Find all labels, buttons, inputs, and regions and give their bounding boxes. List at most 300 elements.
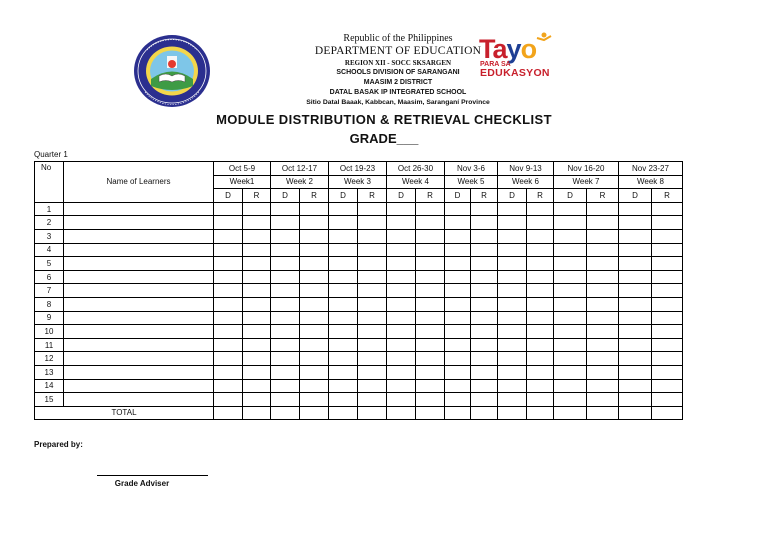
- learner-name-cell[interactable]: [64, 297, 214, 311]
- retrieved-cell[interactable]: [587, 297, 619, 311]
- retrieved-cell[interactable]: [243, 338, 271, 352]
- retrieved-cell[interactable]: [243, 325, 271, 339]
- distributed-cell[interactable]: [498, 352, 527, 366]
- retrieved-cell[interactable]: [243, 365, 271, 379]
- distributed-cell[interactable]: [498, 338, 527, 352]
- distributed-cell[interactable]: [387, 229, 416, 243]
- retrieved-cell[interactable]: [416, 379, 445, 393]
- retrieved-cell[interactable]: [300, 202, 329, 216]
- retrieved-cell[interactable]: [527, 284, 554, 298]
- retrieved-cell[interactable]: [416, 365, 445, 379]
- distributed-cell[interactable]: [445, 338, 471, 352]
- distributed-cell[interactable]: [329, 270, 358, 284]
- distributed-cell[interactable]: [498, 311, 527, 325]
- learner-name-cell[interactable]: [64, 270, 214, 284]
- distributed-cell[interactable]: [271, 325, 300, 339]
- distributed-cell[interactable]: [329, 243, 358, 257]
- retrieved-cell[interactable]: [587, 284, 619, 298]
- learner-name-cell[interactable]: [64, 284, 214, 298]
- retrieved-cell[interactable]: [652, 338, 683, 352]
- retrieved-cell[interactable]: [471, 352, 498, 366]
- distributed-cell[interactable]: [554, 393, 587, 407]
- row-number: 2: [35, 216, 64, 230]
- learner-name-cell[interactable]: [64, 338, 214, 352]
- distributed-cell[interactable]: [554, 379, 587, 393]
- distributed-cell[interactable]: [498, 229, 527, 243]
- retrieved-cell[interactable]: [358, 243, 387, 257]
- retrieved-cell[interactable]: [300, 270, 329, 284]
- retrieved-cell[interactable]: [243, 393, 271, 407]
- distributed-cell[interactable]: [214, 229, 243, 243]
- distributed-cell[interactable]: [387, 393, 416, 407]
- total-cell[interactable]: [471, 406, 498, 420]
- retrieved-cell[interactable]: [587, 311, 619, 325]
- retrieved-cell[interactable]: [652, 202, 683, 216]
- distributed-cell[interactable]: [329, 216, 358, 230]
- distributed-cell[interactable]: [554, 365, 587, 379]
- learner-name-cell[interactable]: [64, 257, 214, 271]
- distributed-cell[interactable]: [445, 325, 471, 339]
- retrieved-cell[interactable]: [416, 338, 445, 352]
- distributed-cell[interactable]: [271, 202, 300, 216]
- retrieved-cell[interactable]: [243, 270, 271, 284]
- retrieved-cell[interactable]: [358, 297, 387, 311]
- distributed-cell[interactable]: [498, 297, 527, 311]
- retrieved-cell[interactable]: [587, 257, 619, 271]
- distributed-cell[interactable]: [445, 311, 471, 325]
- retrieved-cell[interactable]: [358, 311, 387, 325]
- distributed-cell[interactable]: [554, 257, 587, 271]
- total-cell[interactable]: [271, 406, 300, 420]
- retrieved-cell[interactable]: [652, 229, 683, 243]
- retrieved-cell[interactable]: [300, 243, 329, 257]
- retrieved-cell[interactable]: [243, 202, 271, 216]
- retrieved-cell[interactable]: [587, 202, 619, 216]
- retrieved-cell[interactable]: [471, 243, 498, 257]
- retrieved-cell[interactable]: [587, 216, 619, 230]
- retrieved-cell[interactable]: [527, 365, 554, 379]
- distributed-cell[interactable]: [445, 379, 471, 393]
- distributed-cell[interactable]: [619, 365, 652, 379]
- learner-name-cell[interactable]: [64, 229, 214, 243]
- distributed-cell[interactable]: [498, 365, 527, 379]
- learner-name-cell[interactable]: [64, 216, 214, 230]
- quarter-label: Quarter 1: [34, 150, 68, 159]
- learner-name-cell[interactable]: [64, 379, 214, 393]
- retrieved-cell[interactable]: [652, 352, 683, 366]
- retrieved-cell[interactable]: [471, 202, 498, 216]
- total-cell[interactable]: [329, 406, 358, 420]
- distributed-cell[interactable]: [387, 352, 416, 366]
- distributed-cell[interactable]: [619, 297, 652, 311]
- distributed-cell[interactable]: [498, 393, 527, 407]
- retrieved-cell[interactable]: [300, 379, 329, 393]
- retrieved-cell[interactable]: [471, 216, 498, 230]
- retrieved-cell[interactable]: [243, 352, 271, 366]
- distributed-cell[interactable]: [445, 284, 471, 298]
- distributed-cell[interactable]: [619, 284, 652, 298]
- distributed-cell[interactable]: [214, 297, 243, 311]
- distributed-cell[interactable]: [329, 229, 358, 243]
- distributed-cell[interactable]: [445, 352, 471, 366]
- learner-name-cell[interactable]: [64, 393, 214, 407]
- distributed-cell[interactable]: [271, 311, 300, 325]
- retrieved-cell[interactable]: [416, 311, 445, 325]
- distributed-cell[interactable]: [329, 297, 358, 311]
- distributed-cell[interactable]: [387, 202, 416, 216]
- retrieved-cell[interactable]: [416, 393, 445, 407]
- distributed-header: D: [619, 189, 652, 203]
- retrieved-cell[interactable]: [471, 311, 498, 325]
- distributed-cell[interactable]: [271, 338, 300, 352]
- retrieved-cell[interactable]: [587, 379, 619, 393]
- retrieved-cell[interactable]: [652, 311, 683, 325]
- distributed-cell[interactable]: [445, 393, 471, 407]
- distributed-cell[interactable]: [387, 365, 416, 379]
- distributed-cell[interactable]: [554, 338, 587, 352]
- total-cell[interactable]: [445, 406, 471, 420]
- distributed-cell[interactable]: [271, 229, 300, 243]
- retrieved-cell[interactable]: [416, 352, 445, 366]
- week-label-header: Week 5: [445, 175, 498, 189]
- retrieved-cell[interactable]: [587, 352, 619, 366]
- distributed-cell[interactable]: [445, 216, 471, 230]
- retrieved-cell[interactable]: [358, 365, 387, 379]
- distributed-cell[interactable]: [214, 365, 243, 379]
- distributed-cell[interactable]: [445, 243, 471, 257]
- retrieved-cell[interactable]: [358, 379, 387, 393]
- distributed-cell[interactable]: [271, 365, 300, 379]
- retrieved-cell[interactable]: [527, 311, 554, 325]
- retrieved-cell[interactable]: [652, 284, 683, 298]
- distributed-cell[interactable]: [271, 257, 300, 271]
- distributed-header: D: [329, 189, 358, 203]
- retrieved-cell[interactable]: [652, 270, 683, 284]
- learner-name-cell[interactable]: [64, 325, 214, 339]
- retrieved-cell[interactable]: [416, 229, 445, 243]
- learner-name-cell[interactable]: [64, 365, 214, 379]
- learner-name-cell[interactable]: [64, 352, 214, 366]
- learner-row: [35, 311, 683, 325]
- retrieved-cell[interactable]: [652, 393, 683, 407]
- distributed-cell[interactable]: [329, 338, 358, 352]
- retrieved-cell[interactable]: [416, 325, 445, 339]
- distributed-cell[interactable]: [214, 311, 243, 325]
- retrieved-cell[interactable]: [587, 270, 619, 284]
- distributed-cell[interactable]: [619, 202, 652, 216]
- retrieved-cell[interactable]: [358, 352, 387, 366]
- retrieved-cell[interactable]: [358, 325, 387, 339]
- total-cell[interactable]: [554, 406, 587, 420]
- total-cell[interactable]: [619, 406, 652, 420]
- total-cell[interactable]: [387, 406, 416, 420]
- grade-field: GRADE___: [349, 131, 419, 146]
- region-text: REGION XII - SOCC SKSARGEN: [344, 59, 452, 67]
- retrieved-cell[interactable]: [300, 297, 329, 311]
- distributed-cell[interactable]: [554, 229, 587, 243]
- retrieved-cell[interactable]: [587, 325, 619, 339]
- document-title: MODULE DISTRIBUTION & RETRIEVAL CHECKLIST: [216, 112, 552, 127]
- row-number: 3: [35, 229, 64, 243]
- retrieved-cell[interactable]: [358, 229, 387, 243]
- distributed-cell[interactable]: [214, 325, 243, 339]
- retrieved-cell[interactable]: [527, 297, 554, 311]
- retrieved-cell[interactable]: [471, 229, 498, 243]
- retrieved-cell[interactable]: [416, 297, 445, 311]
- distributed-cell[interactable]: [498, 257, 527, 271]
- total-cell[interactable]: [358, 406, 387, 420]
- retrieved-cell[interactable]: [243, 297, 271, 311]
- total-cell[interactable]: [243, 406, 271, 420]
- total-cell[interactable]: [587, 406, 619, 420]
- distributed-cell[interactable]: [554, 311, 587, 325]
- retrieved-cell[interactable]: [652, 365, 683, 379]
- retrieved-cell[interactable]: [652, 216, 683, 230]
- retrieved-cell[interactable]: [358, 338, 387, 352]
- retrieved-cell[interactable]: [527, 243, 554, 257]
- retrieved-cell[interactable]: [652, 243, 683, 257]
- distributed-cell[interactable]: [214, 270, 243, 284]
- total-cell[interactable]: [214, 406, 243, 420]
- retrieved-cell[interactable]: [416, 270, 445, 284]
- distributed-cell[interactable]: [445, 270, 471, 284]
- distributed-cell[interactable]: [498, 243, 527, 257]
- retrieved-cell[interactable]: [300, 229, 329, 243]
- retrieved-cell[interactable]: [587, 365, 619, 379]
- total-cell[interactable]: [416, 406, 445, 420]
- retrieved-cell[interactable]: [243, 311, 271, 325]
- retrieved-cell[interactable]: [471, 365, 498, 379]
- distributed-cell[interactable]: [619, 379, 652, 393]
- distributed-cell[interactable]: [271, 243, 300, 257]
- retrieved-cell[interactable]: [300, 338, 329, 352]
- distributed-cell[interactable]: [387, 270, 416, 284]
- retrieved-cell[interactable]: [587, 393, 619, 407]
- total-cell[interactable]: [652, 406, 683, 420]
- distributed-cell[interactable]: [554, 325, 587, 339]
- distributed-cell[interactable]: [329, 202, 358, 216]
- retrieved-cell[interactable]: [416, 216, 445, 230]
- distributed-cell[interactable]: [271, 270, 300, 284]
- distributed-cell[interactable]: [214, 257, 243, 271]
- retrieved-cell[interactable]: [358, 393, 387, 407]
- distributed-cell[interactable]: [271, 379, 300, 393]
- distributed-cell[interactable]: [619, 229, 652, 243]
- week-date-header: Nov 9-13: [498, 162, 554, 176]
- retrieved-cell[interactable]: [527, 270, 554, 284]
- no-header: No: [35, 162, 64, 176]
- retrieved-header: R: [243, 189, 271, 203]
- distributed-cell[interactable]: [329, 257, 358, 271]
- learner-name-cell[interactable]: [64, 311, 214, 325]
- distributed-cell[interactable]: [387, 379, 416, 393]
- retrieved-cell[interactable]: [652, 257, 683, 271]
- distributed-cell[interactable]: [554, 216, 587, 230]
- total-cell[interactable]: [498, 406, 527, 420]
- checklist-table: [34, 161, 683, 420]
- learner-name-cell[interactable]: [64, 243, 214, 257]
- retrieved-cell[interactable]: [471, 297, 498, 311]
- retrieved-cell[interactable]: [358, 284, 387, 298]
- retrieved-cell[interactable]: [243, 243, 271, 257]
- retrieved-cell[interactable]: [527, 216, 554, 230]
- learner-row: [35, 202, 683, 216]
- retrieved-cell[interactable]: [471, 284, 498, 298]
- distributed-cell[interactable]: [387, 243, 416, 257]
- distributed-cell[interactable]: [214, 284, 243, 298]
- retrieved-cell[interactable]: [416, 202, 445, 216]
- retrieved-cell[interactable]: [358, 270, 387, 284]
- retrieved-cell[interactable]: [652, 297, 683, 311]
- row-number: 8: [35, 297, 64, 311]
- distributed-cell[interactable]: [329, 311, 358, 325]
- distributed-cell[interactable]: [271, 352, 300, 366]
- retrieved-cell[interactable]: [300, 365, 329, 379]
- retrieved-cell[interactable]: [587, 243, 619, 257]
- retrieved-header: R: [416, 189, 445, 203]
- retrieved-cell[interactable]: [652, 379, 683, 393]
- distributed-cell[interactable]: [214, 338, 243, 352]
- distributed-cell[interactable]: [619, 243, 652, 257]
- distributed-cell[interactable]: [329, 393, 358, 407]
- distributed-cell[interactable]: [498, 270, 527, 284]
- distributed-cell[interactable]: [554, 284, 587, 298]
- retrieved-cell[interactable]: [471, 270, 498, 284]
- distributed-cell[interactable]: [554, 352, 587, 366]
- distributed-cell[interactable]: [387, 257, 416, 271]
- distributed-cell[interactable]: [619, 311, 652, 325]
- retrieved-cell[interactable]: [358, 202, 387, 216]
- retrieved-cell[interactable]: [471, 393, 498, 407]
- distributed-cell[interactable]: [214, 352, 243, 366]
- total-cell[interactable]: [527, 406, 554, 420]
- row-number: 12: [35, 352, 64, 366]
- distributed-cell[interactable]: [214, 202, 243, 216]
- retrieved-cell[interactable]: [471, 338, 498, 352]
- retrieved-cell[interactable]: [300, 352, 329, 366]
- distributed-cell[interactable]: [498, 284, 527, 298]
- retrieved-cell[interactable]: [527, 338, 554, 352]
- distributed-cell[interactable]: [554, 243, 587, 257]
- distributed-cell[interactable]: [445, 202, 471, 216]
- retrieved-cell[interactable]: [527, 202, 554, 216]
- retrieved-cell[interactable]: [243, 284, 271, 298]
- distributed-cell[interactable]: [498, 202, 527, 216]
- distributed-cell[interactable]: [271, 216, 300, 230]
- distributed-cell[interactable]: [271, 297, 300, 311]
- retrieved-cell[interactable]: [471, 257, 498, 271]
- retrieved-cell[interactable]: [300, 284, 329, 298]
- distributed-cell[interactable]: [619, 216, 652, 230]
- distributed-cell[interactable]: [445, 297, 471, 311]
- distributed-cell[interactable]: [387, 216, 416, 230]
- retrieved-cell[interactable]: [652, 325, 683, 339]
- distributed-cell[interactable]: [329, 379, 358, 393]
- retrieved-cell[interactable]: [416, 243, 445, 257]
- retrieved-cell[interactable]: [587, 338, 619, 352]
- distributed-cell[interactable]: [619, 325, 652, 339]
- retrieved-cell[interactable]: [416, 257, 445, 271]
- retrieved-cell[interactable]: [527, 379, 554, 393]
- learner-row: [35, 379, 683, 393]
- retrieved-cell[interactable]: [300, 216, 329, 230]
- learner-row: [35, 229, 683, 243]
- distributed-cell[interactable]: [554, 270, 587, 284]
- distributed-cell[interactable]: [387, 311, 416, 325]
- row-number: 15: [35, 393, 64, 407]
- week-date-header: Oct 12-17: [271, 162, 329, 176]
- distributed-cell[interactable]: [329, 284, 358, 298]
- retrieved-cell[interactable]: [300, 325, 329, 339]
- distributed-cell[interactable]: [214, 393, 243, 407]
- distributed-cell[interactable]: [271, 284, 300, 298]
- learner-row: [35, 325, 683, 339]
- distributed-cell[interactable]: [554, 202, 587, 216]
- retrieved-cell[interactable]: [416, 284, 445, 298]
- distributed-header: D: [214, 189, 243, 203]
- distributed-cell[interactable]: [329, 352, 358, 366]
- distributed-cell[interactable]: [214, 243, 243, 257]
- retrieved-cell[interactable]: [300, 311, 329, 325]
- distributed-cell[interactable]: [214, 216, 243, 230]
- retrieved-cell[interactable]: [243, 229, 271, 243]
- distributed-cell[interactable]: [619, 257, 652, 271]
- retrieved-cell[interactable]: [471, 325, 498, 339]
- retrieved-cell[interactable]: [527, 229, 554, 243]
- retrieved-cell[interactable]: [527, 257, 554, 271]
- retrieved-cell[interactable]: [587, 229, 619, 243]
- learner-name-cell[interactable]: [64, 202, 214, 216]
- distributed-cell[interactable]: [619, 393, 652, 407]
- signature-line[interactable]: [97, 475, 208, 476]
- retrieved-cell[interactable]: [243, 257, 271, 271]
- distributed-cell[interactable]: [445, 365, 471, 379]
- retrieved-cell[interactable]: [300, 393, 329, 407]
- retrieved-cell[interactable]: [471, 379, 498, 393]
- learner-row: [35, 352, 683, 366]
- distributed-cell[interactable]: [387, 338, 416, 352]
- retrieved-cell[interactable]: [358, 257, 387, 271]
- distributed-cell[interactable]: [619, 338, 652, 352]
- distributed-cell[interactable]: [498, 325, 527, 339]
- distributed-cell[interactable]: [329, 325, 358, 339]
- retrieved-cell[interactable]: [527, 352, 554, 366]
- distributed-cell[interactable]: [329, 365, 358, 379]
- distributed-cell[interactable]: [498, 216, 527, 230]
- retrieved-cell[interactable]: [243, 379, 271, 393]
- distributed-cell[interactable]: [271, 393, 300, 407]
- distributed-cell[interactable]: [445, 229, 471, 243]
- retrieved-cell[interactable]: [527, 325, 554, 339]
- distributed-cell[interactable]: [387, 325, 416, 339]
- tayo-wordmark: Tayo: [479, 34, 537, 64]
- distributed-cell[interactable]: [619, 352, 652, 366]
- distributed-cell[interactable]: [554, 297, 587, 311]
- retrieved-cell[interactable]: [358, 216, 387, 230]
- distributed-cell[interactable]: [214, 379, 243, 393]
- retrieved-cell[interactable]: [300, 257, 329, 271]
- distributed-cell[interactable]: [498, 379, 527, 393]
- retrieved-cell[interactable]: [243, 216, 271, 230]
- distributed-cell[interactable]: [445, 257, 471, 271]
- distributed-cell[interactable]: [619, 270, 652, 284]
- total-cell[interactable]: [300, 406, 329, 420]
- distributed-cell[interactable]: [387, 297, 416, 311]
- week-date-header: Nov 16-20: [554, 162, 619, 176]
- distributed-cell[interactable]: [387, 284, 416, 298]
- retrieved-cell[interactable]: [527, 393, 554, 407]
- learner-row: [35, 257, 683, 271]
